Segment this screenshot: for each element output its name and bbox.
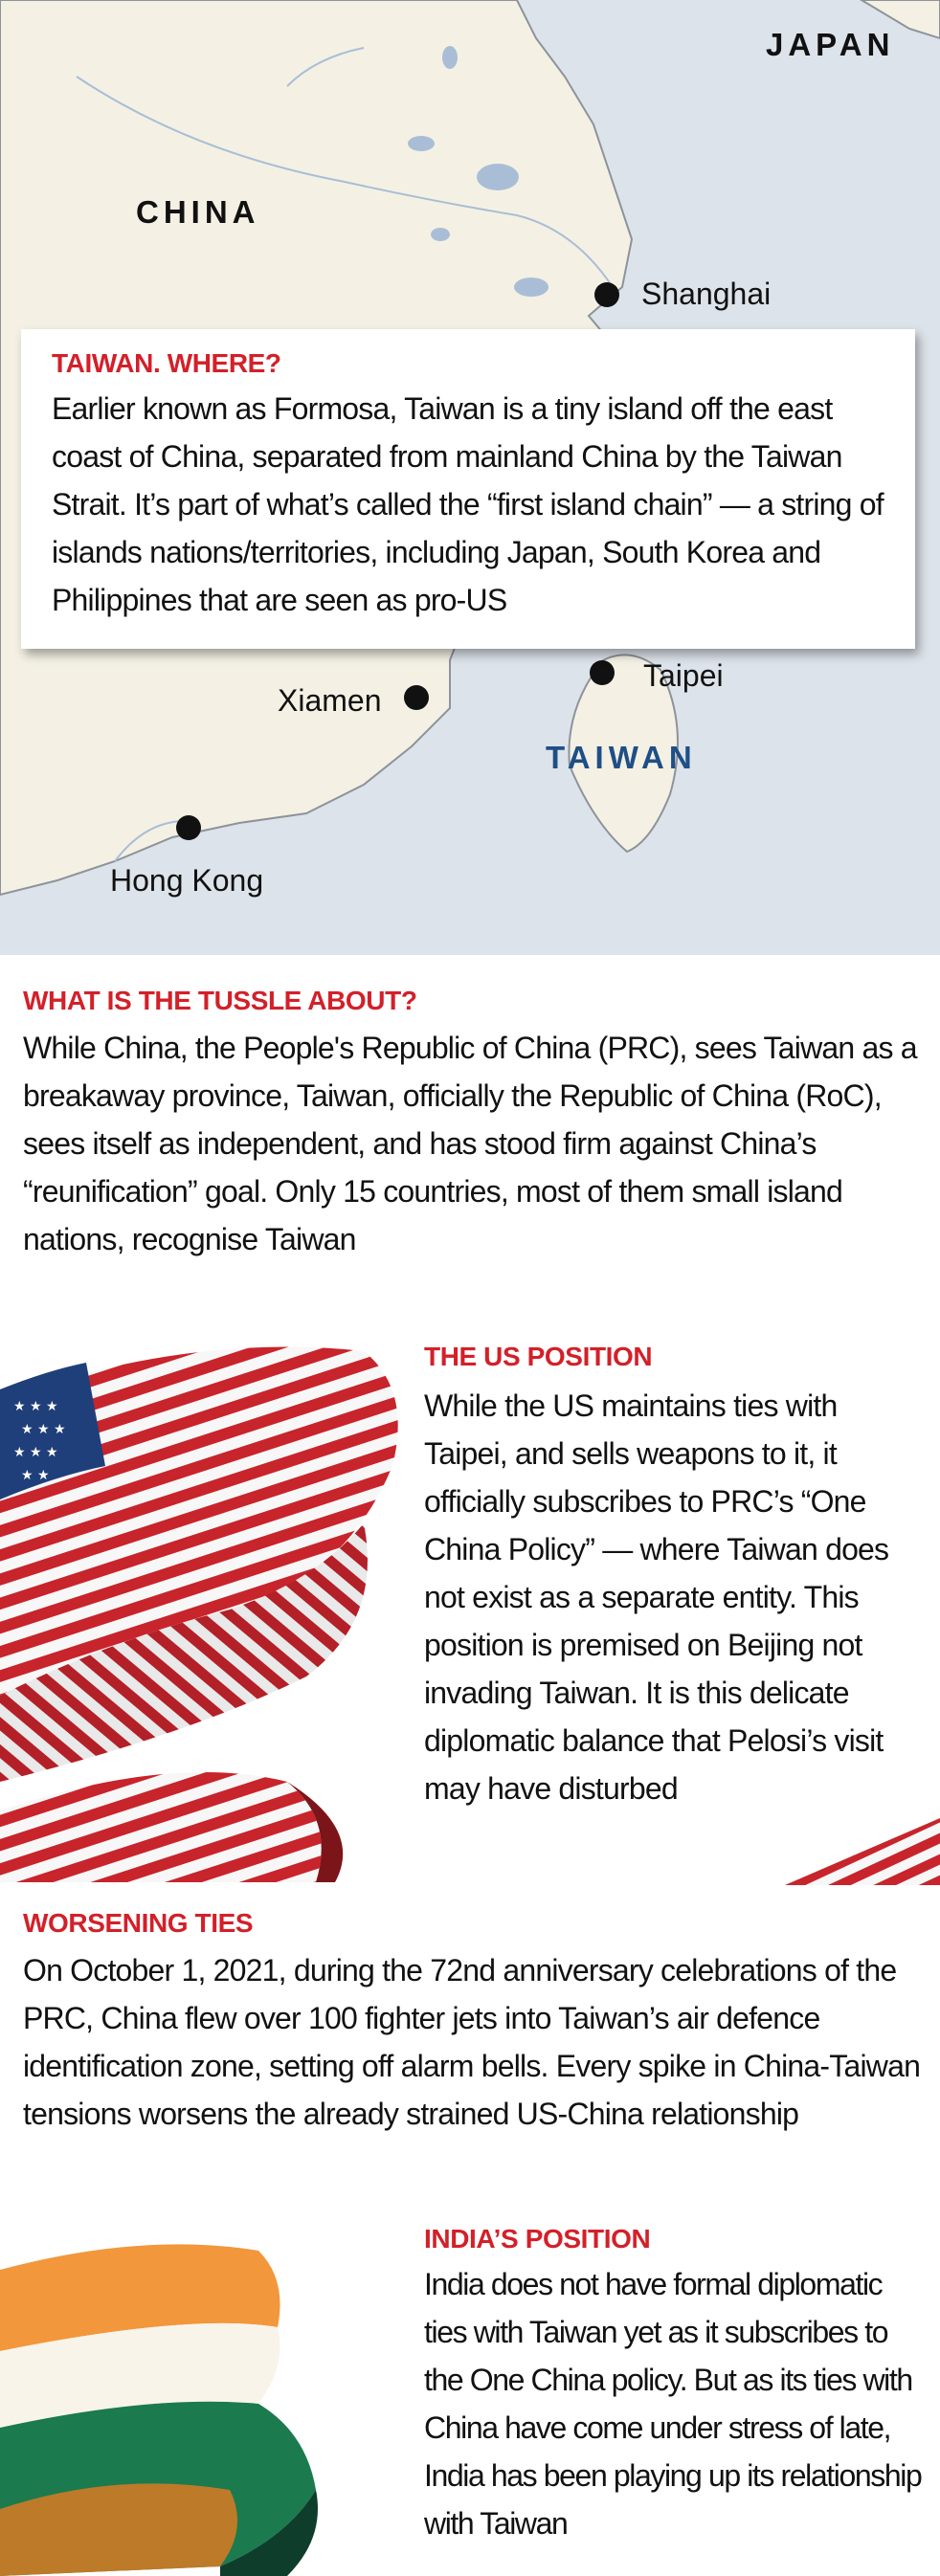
section-text: India does not have formal diplomatic ties with Taiwan yet as it subscribes to the One China policy. But as its ties with China have come under stress of late, India has been playing up its relationship with Taiwan [424,2267,922,2541]
section-text: While the US maintains ties with Taipei, and sells weapons to it, it officially subscribes to PRC’s “One China Policy” — where Taiwan does not exist as a separate entity. This position is premised on Beijing not invading Taiwan. It is this delicate diplomatic balance that Pelosi’s visit may have disturbed [424,1388,889,1806]
japan-label: JAPAN [766,27,895,62]
section-title: THE US POSITION [424,1342,653,1371]
map [0,0,940,955]
section-title: WORSENING TIES [23,1908,254,1938]
city-label-xiamen: Xiamen [278,683,382,718]
lake-4 [431,228,450,241]
svg-text:★ ★ ★: ★ ★ ★ [13,1445,58,1460]
lake-2 [477,164,519,190]
lake-3 [514,278,548,297]
svg-text:★ ★: ★ ★ [21,1468,50,1483]
svg-text:★ ★ ★: ★ ★ ★ [13,1399,58,1414]
us-flag-ribbon-icon [0,1332,412,1882]
india-flag-ribbon-icon [0,2222,325,2576]
section-worsening-ties [23,1908,923,2138]
city-label-shanghai: Shanghai [641,277,772,311]
china-label: CHINA [136,194,260,230]
section-india-position [424,2224,922,2547]
section-tussle [23,986,923,1263]
info-card-text: Earlier known as Formosa, Taiwan is a tiny island off the east coast of China, separated from mainland China by the Taiwan Strait. It’s part of what’s called the “first island chain” — a string of islands nations/territories, including Japan, South Korea and Philippines that are seen as pro-US [52,391,884,617]
city-label-taipei: Taipei [643,658,724,693]
taiwan-label: TAIWAN [546,740,697,775]
lake-5 [442,46,458,69]
lake-1 [408,136,435,151]
taipei-dot-icon [590,660,615,685]
info-card-title: TAIWAN. WHERE? [52,348,281,378]
hong-kong-dot-icon [176,815,201,840]
us-ribbon-end-icon [766,1809,940,1885]
svg-text:★ ★ ★: ★ ★ ★ [21,1422,66,1437]
section-title: WHAT IS THE TUSSLE ABOUT? [23,986,417,1015]
xiamen-dot-icon [404,685,429,710]
section-text: While China, the People's Republic of China (PRC), sees Taiwan as a breakaway province, Taiwan, officially the Republic of China (RoC), sees itself as independent, and has stood firm against China’s “reunification” goal. Only 15 countries, most of them small island nations, recognise Taiwan [23,1031,917,1256]
info-card [21,329,915,649]
city-label-hong-kong: Hong Kong [110,863,264,898]
section-text: On October 1, 2021, during the 72nd anniversary celebrations of the PRC, China flew over 100 fighter jets into Taiwan’s air defence identification zone, setting off alarm bells. Every spike in China-Taiwan tensions worsens the already strained US-China relationship [23,1953,921,2131]
shanghai-dot-icon [594,282,619,307]
section-us-position [424,1342,922,1812]
section-title: INDIA’S POSITION [424,2224,651,2254]
